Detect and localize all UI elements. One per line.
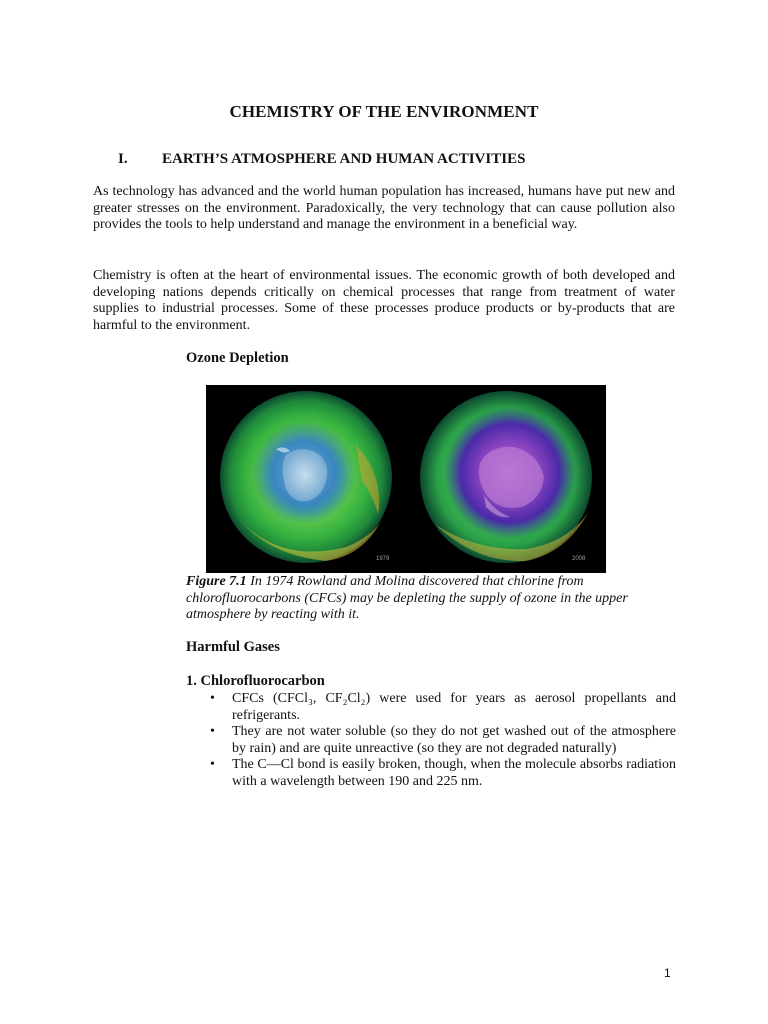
ozone-globes-image	[206, 385, 606, 573]
ozone-hole-figure	[206, 385, 606, 573]
list-item	[206, 724, 676, 757]
section-heading-text: EARTH’S ATMOSPHERE AND HUMAN ACTIVITIES	[162, 151, 526, 167]
list-item	[206, 757, 676, 790]
bullet-icon: •	[210, 724, 215, 739]
section-heading	[118, 151, 525, 168]
paragraph-2: Chemistry is often at the heart of environmental issues. The economic growth of both developed and developing nations depends critically on chemical processes that range from treatment of water supplies to industrial processes. Some of these processes produce products or by-products that are harmful to the environment.	[93, 268, 675, 333]
section-number: I.	[118, 151, 128, 167]
list-item	[206, 691, 676, 724]
paragraph-1: As technology has advanced and the world human population has increased, humans have put new and greater stresses on the environment. Paradoxically, the very technology that can cause pollution also provides the tools to help understand and manage the environment in a beneficial way.	[93, 184, 675, 232]
bullet-icon: •	[210, 757, 215, 772]
cfc-bullet-list	[206, 691, 676, 790]
figure-label: Figure 7.1	[186, 574, 247, 589]
bullet-text: CFCs (CFCl₃, CF₂Cl₂) were used for years as aerosol propellants and refrigerants.	[232, 691, 676, 723]
harmful-gases-heading: Harmful Gases	[186, 639, 280, 655]
globe-1979	[220, 391, 392, 563]
bullet-icon: •	[210, 691, 215, 706]
year-label-1979: 1979	[376, 556, 390, 562]
globe-2008	[420, 391, 592, 563]
figure-caption	[186, 574, 676, 624]
bullet-text: They are not water soluble (so they do not get washed out of the atmosphere by rain) and are quite unreactive (so they are not degraded naturally)	[232, 724, 676, 756]
ozone-depletion-heading: Ozone Depletion	[186, 350, 289, 366]
document-title: CHEMISTRY OF THE ENVIRONMENT	[229, 102, 539, 121]
page-number: 1	[664, 966, 671, 980]
bullet-text: The C—Cl bond is easily broken, though, when the molecule absorbs radiation with a wavelength between 190 and 225 nm.	[232, 757, 676, 789]
figure-caption-text: In 1974 Rowland and Molina discovered that chlorine from chlorofluorocarbons (CFCs) may be depleting the supply of ozone in the upper atmosphere by reacting with it.	[186, 574, 628, 622]
chlorofluorocarbon-heading: 1. Chlorofluorocarbon	[186, 673, 325, 689]
year-label-2008: 2008	[572, 556, 586, 562]
